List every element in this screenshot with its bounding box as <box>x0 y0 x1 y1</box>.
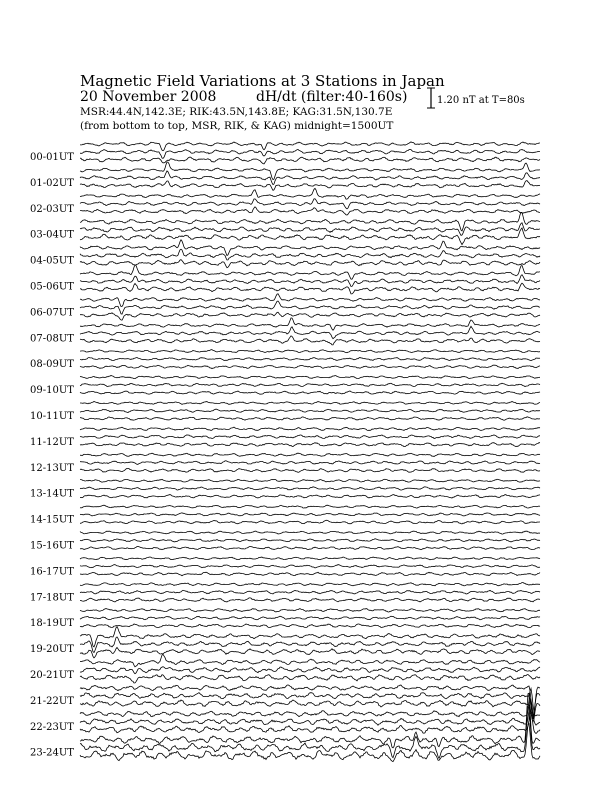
trace-rik <box>80 199 540 209</box>
trace-rik <box>80 275 540 287</box>
trace-kag <box>80 531 540 534</box>
trace-msr <box>80 572 540 576</box>
scale-bar <box>427 88 525 108</box>
hour-label: 03-04UT <box>30 229 74 241</box>
chart-stations: MSR:44.4N,142.3E; RIK:43.5N,143.8E; KAG:31.5N,130.7E <box>80 106 393 118</box>
trace-kag <box>80 505 540 508</box>
hour-label: 23-24UT <box>30 747 74 759</box>
trace-msr <box>80 260 540 268</box>
trace-rik <box>80 301 540 314</box>
hour-label: 10-11UT <box>30 411 74 422</box>
trace-msr <box>80 207 540 215</box>
trace-rik <box>80 637 540 653</box>
trace-rik <box>80 326 540 338</box>
hour-label: 04-05UT <box>30 255 74 267</box>
hour-label: 21-22UT <box>30 695 74 707</box>
trace-rik <box>80 223 540 236</box>
trace-kag <box>80 654 540 666</box>
trace-msr <box>80 713 540 734</box>
trace-msr <box>80 157 540 164</box>
hour-label: 02-03UT <box>30 203 74 215</box>
trace-msr <box>80 647 540 658</box>
trace-msr <box>80 443 540 447</box>
trace-msr <box>80 312 540 320</box>
trace-msr <box>80 283 540 294</box>
trace-kag <box>80 265 540 279</box>
trace-msr <box>80 624 540 628</box>
hour-label: 07-08UT <box>30 333 74 345</box>
hour-label: 08-09UT <box>30 359 74 371</box>
trace-msr <box>80 700 540 722</box>
hour-label: 14-15UT <box>30 514 74 526</box>
chart-date: 20 November 2008 <box>80 89 217 105</box>
trace-kag <box>80 583 540 586</box>
hour-label: 05-06UT <box>30 281 74 293</box>
hour-label: 11-12UT <box>30 436 74 448</box>
trace-rik <box>80 513 540 516</box>
chart-order-note: (from bottom to top, MSR, RIK, & KAG) midnight=1500UT <box>80 120 394 132</box>
trace-rik <box>80 616 540 620</box>
trace-kag <box>80 294 540 307</box>
hour-label: 18-19UT <box>30 618 74 630</box>
trace-kag <box>80 188 540 199</box>
trace-kag <box>80 162 540 180</box>
trace-msr <box>80 598 540 602</box>
trace-msr <box>80 675 540 684</box>
waveform-traces <box>80 142 540 762</box>
trace-rik <box>80 409 540 412</box>
trace-msr <box>80 336 540 345</box>
trace-rik <box>80 565 540 568</box>
trace-rik <box>80 461 540 465</box>
chart-title: Magnetic Field Variations at 3 Stations in Japan <box>80 72 445 90</box>
hour-label: 17-18UT <box>30 592 74 604</box>
trace-kag <box>80 212 540 231</box>
trace-rik <box>80 590 540 594</box>
trace-kag <box>80 557 540 560</box>
trace-kag <box>80 350 540 353</box>
chart-header <box>80 72 445 132</box>
trace-kag <box>80 318 540 330</box>
hour-label: 22-23UT <box>30 721 74 733</box>
trace-msr <box>80 495 540 498</box>
trace-msr <box>80 417 540 420</box>
chart-quantity: dH/dt (filter:40-160s) <box>256 89 408 105</box>
trace-rik <box>80 539 540 542</box>
trace-kag <box>80 376 540 379</box>
trace-kag <box>80 142 540 151</box>
trace-kag <box>80 609 540 612</box>
trace-kag <box>80 453 540 456</box>
hour-label: 00-01UT <box>30 152 74 163</box>
hour-label: 13-14UT <box>30 488 74 500</box>
trace-msr <box>80 724 540 762</box>
trace-msr <box>80 546 540 549</box>
hour-label: 19-20UT <box>30 644 74 656</box>
trace-kag <box>80 427 540 430</box>
scale-bar-label: 1.20 nT at T=80s <box>437 95 525 106</box>
trace-rik <box>80 435 540 439</box>
trace-msr <box>80 391 540 394</box>
trace-kag <box>80 402 540 405</box>
trace-kag <box>80 479 540 482</box>
hour-label: 20-21UT <box>30 670 74 681</box>
trace-rik <box>80 693 540 718</box>
trace-msr <box>80 468 540 472</box>
trace-rik <box>80 171 540 185</box>
hour-label: 09-10UT <box>30 385 74 397</box>
hour-label: 06-07UT <box>30 307 74 319</box>
hour-label: 16-17UT <box>30 566 74 578</box>
hour-label: 12-13UT <box>30 462 74 474</box>
hour-label: 15-16UT <box>30 540 74 552</box>
trace-rik <box>80 383 540 386</box>
trace-rik <box>80 249 540 260</box>
trace-msr <box>80 181 540 191</box>
trace-rik <box>80 149 540 158</box>
trace-kag <box>80 240 540 256</box>
hour-labels <box>30 152 74 759</box>
trace-rik <box>80 487 540 490</box>
trace-rik <box>80 358 540 361</box>
hour-label: 01-02UT <box>30 177 74 189</box>
trace-rik <box>80 667 540 674</box>
trace-msr <box>80 365 540 369</box>
trace-msr <box>80 520 540 524</box>
